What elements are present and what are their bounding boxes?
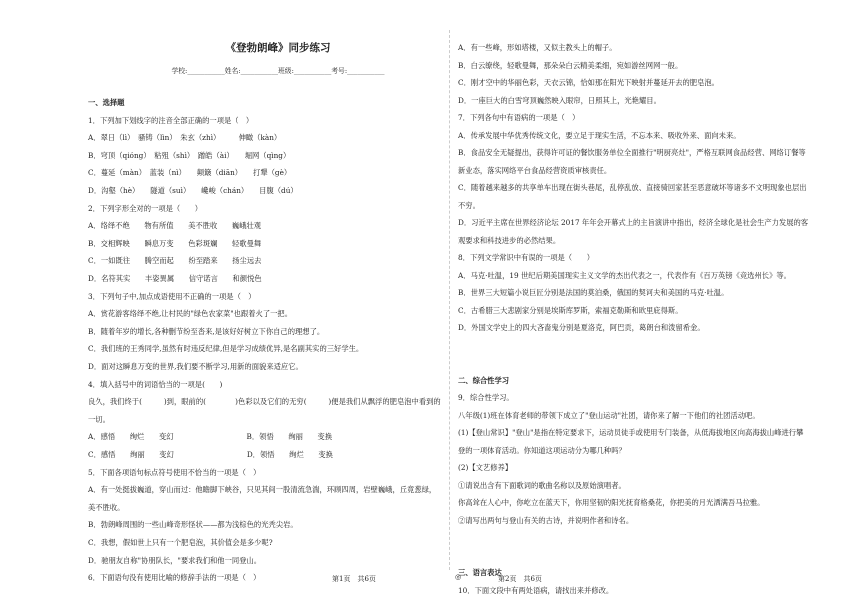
- right-column: [458, 0, 838, 608]
- question-line: 一切。: [88, 414, 110, 424]
- student-info-line: 学校:___________姓名:___________班级:___________考号:___________: [171, 67, 385, 75]
- question-line: 2．下列字形全对的一项是（ ）: [88, 203, 203, 213]
- section-heading: 三、语言表达: [458, 568, 502, 577]
- question-line: C．蔓延（màn） 蓝装（nì） 颠簸（diān） 打犟（gè）: [88, 168, 292, 178]
- question-line: 3．下列句子中,加点成语使用不正确的一项是（ ）: [88, 291, 256, 301]
- question-line: B．食品安全无疑提出，获得许可证的餐饮服务单位全面推行"明厨亮灶"，严格互联网食品经营、网络订餐等: [458, 148, 806, 157]
- question-line: A．感悟 绚烂 变幻 B．领悟 绚丽 变换: [88, 432, 333, 442]
- question-line: D．驰朋友自称"协朋队长，"要求我们和他一同登山。: [88, 555, 262, 565]
- question-line: 观要求和科技进步的必然结果。: [458, 235, 561, 245]
- question-line: 9．综合性学习。: [458, 393, 514, 402]
- question-line: 7．下列各句中有语病的一项是（ ）: [458, 113, 580, 122]
- question-line: D．沟壑（hè） 隧道（suì） 巉峻（chán） 目腹（dú）: [88, 186, 298, 195]
- question-line: A．翠日（lì） 骚铸（lìn） 朱玄（zhì） 伸瞰（kàn）: [88, 133, 282, 143]
- question-line: A．赏花游客络绎不绝,让村民的"绿色农家菜"也跟着火了一把。: [88, 309, 293, 319]
- question-line: 5．下面各项语句标点符号使用不恰当的一项是（ ）: [88, 467, 261, 477]
- question-line: A．有一些峰，形如塔楼，又似主教头上的帽子。: [458, 43, 617, 52]
- question-line: ①请说出含有下面歌词的歌曲名称以及原始演唱者。: [458, 480, 626, 490]
- document-title: 《登勃朗峰》同步练习: [225, 42, 331, 54]
- question-line: C．感悟 绚丽 变幻 D．领悟 绚烂 变换: [88, 450, 333, 459]
- question-line: 不穷。: [458, 200, 480, 210]
- question-line: (1)【登山常识】"登山"是指在特定要求下，运动员徒手或使用专门装备，从低海拔地区向高海拔山峰进行攀: [458, 428, 804, 437]
- question-line: 4．填入括号中的词语恰当的一项是( ): [88, 379, 223, 389]
- question-line: A．传承发展中华优秀传统文化，要立足于现实生活，不忘本来、吸收外来、面向未来。: [458, 130, 741, 140]
- question-line: A．马克·吐温，19 世纪后期美国现实主义文学的杰出代表之一，代表作有《百万英镑《竞选州长》等。: [458, 270, 791, 280]
- question-line: 你高耸在人心中，你屹立在蓝天下，你用坚韧的阳光抚育格桑花，你把美的月光洒满吾马拉雅。: [458, 498, 765, 507]
- question-line: D．名符其实 丰姿異属 信守诺言 和颜悦色: [88, 274, 262, 283]
- page-number-right: 第2页 共6页: [498, 575, 542, 583]
- question-line: B．白云缭绕，轻歌曼舞，那朵朵白云精美柔细，宛如游丝网网一般。: [458, 60, 683, 70]
- question-line: C．随着越来越多的共享单车出现在街头巷尾，乱停乱放、直接骑回家甚至恶意破坏等诸多不文明现象也层出: [458, 183, 807, 192]
- question-line: B．勃朗峰周围的一些山峰奇形怪状——都为浅棕色的光秃尖岩。: [88, 520, 298, 530]
- question-line: A．有一处挺拔巍道，穿山而过：他瞻脚下峡谷，只见其间一股清流急湍，环顾四周，岩壁巍峨，丘竟葱绿，: [88, 485, 437, 495]
- question-line: 美不胜收。: [88, 502, 125, 512]
- question-line: 登的一项体育活动。你知道这项运动分为哪几种吗？: [458, 445, 626, 455]
- question-line: B．世界三大短篇小说巨匠分别是法国的莫泊桑，俄国的契诃夫和美国的马克·吐温。: [458, 288, 729, 297]
- question-line: B．交相辉映 瞬息万变 色彩斑斓 轻歌曼舞: [88, 238, 262, 248]
- question-line: D．外国文学史上的四大吝啬鬼分别是夏洛克，阿巴贡，葛朗台和泼留希金。: [458, 323, 705, 332]
- question-line: D．一座巨大的白雪穹顶巍然映入眼帘，日照其上，光艳耀目。: [458, 95, 661, 105]
- question-line: C．我想，假如世上只有一个肥皂泡，其价值会是多少呢?: [88, 538, 273, 547]
- question-line: B．穹顶（qióng） 粘殂（shì） 蹭皓（ài） 堀网（qìng）: [88, 150, 291, 160]
- question-line: 6．下面语句没有使用比喻的修辞手法的一项是（ ）: [88, 573, 261, 583]
- binding-mark: ◎: [455, 573, 462, 581]
- question-line: 新业态，落实网络平台食品经营资质审核责任。: [458, 165, 612, 175]
- left-column: [88, 0, 468, 608]
- question-line: ②请写出两句与登山有关的古诗，并说明作者和诗名。: [458, 515, 634, 525]
- question-line: B．随着年岁的增长,各种删节纷至沓来,是该好好树立下你自己的理想了。: [88, 326, 325, 336]
- question-line: 良久，我们终于( )到，眼前的( )色彩以及它们的无穷( )便是我们从飘浮的肥皂泡中看到的: [88, 397, 441, 407]
- section-heading: 二、综合性学习: [458, 375, 510, 385]
- question-line: 八年级(1)班在体育老师的带领下成立了"登山运动"社团，请你来了解一下他们的社团活动吧。: [458, 410, 760, 420]
- question-line: 1．下列加下划线字的注音全部正确的一项是（ ）: [88, 115, 254, 125]
- question-line: C．我们班的王秀同学,虽然有时违反纪律,但是学习成绩优异,是名副其实的三好学生。: [88, 344, 364, 354]
- question-line: C．刚才空中的华丽色彩，天衣云锦，恰如那在阳光下映射并蔓延开去的肥皂泡。: [458, 78, 719, 87]
- page-number-left: 第1页 共6页: [332, 575, 376, 583]
- question-line: D．习近平主席在世界经济论坛 2017 年年会开幕式上的主旨演讲中指出，经济全球化是社会生产力发展的客: [458, 218, 809, 227]
- question-line: D．面对这瞬息万变的世界,我们要不断学习,用新的面貌来适应它。: [88, 362, 303, 371]
- question-line: C．古希腊三大悲剧家分别是埃斯库罗斯，索福克勒斯和欧里庇得斯。: [458, 305, 683, 315]
- question-line: A．络绎不绝 物有所值 美不胜收 巍峨壮观: [88, 221, 262, 231]
- question-line: 8．下列文学常识中有误的一项是（ ）: [458, 253, 594, 262]
- question-line: 10．下面文段中有两处语病，请找出来并修改。: [458, 585, 614, 595]
- question-line: (2)【文艺修养】: [458, 463, 513, 472]
- question-line: C．一如既往 腾空而起 纷至踏来 扬尘远去: [88, 256, 262, 266]
- section-heading: 一、选择题: [88, 98, 125, 107]
